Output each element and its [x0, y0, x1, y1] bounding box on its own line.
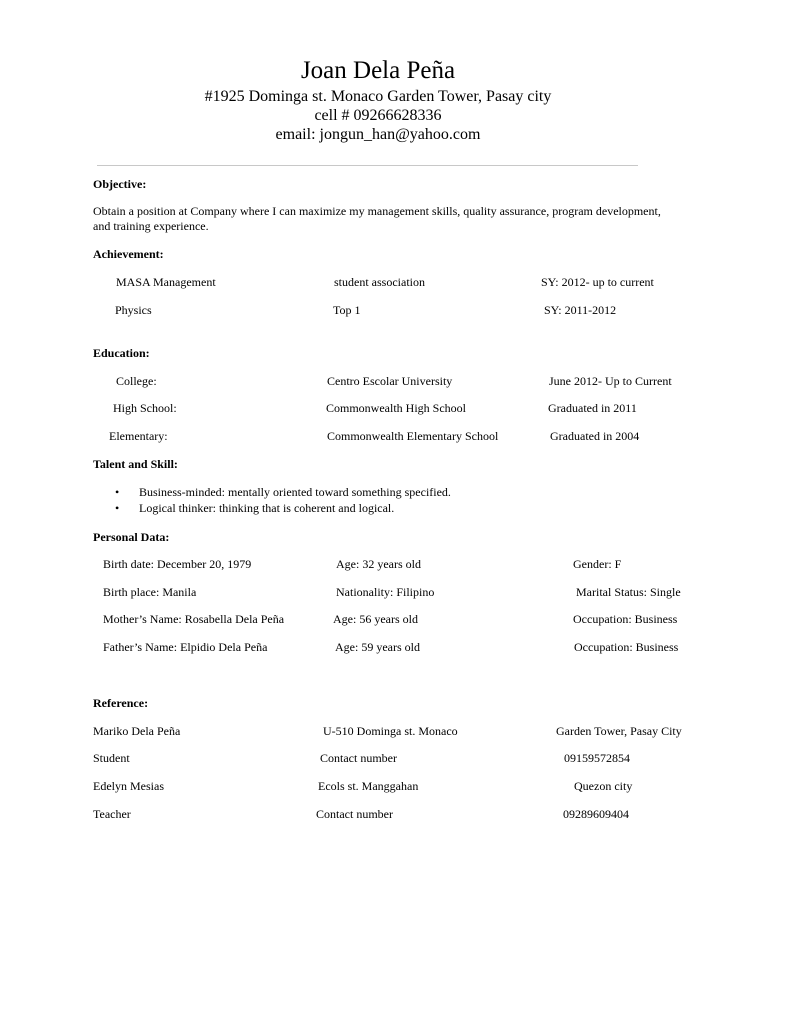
personal-field: Age: 32 years old: [336, 557, 421, 571]
education-school: Centro Escolar University: [327, 374, 453, 388]
education-level: High School:: [113, 401, 177, 415]
talent-text: Logical thinker: thinking that is coherent and logical.: [139, 501, 395, 515]
achievement-detail: student association: [334, 275, 425, 289]
reference-field: U-510 Dominga st. Monaco: [323, 724, 458, 738]
achievement-heading: Achievement:: [93, 247, 164, 261]
reference-field: Contact number: [320, 751, 397, 765]
reference-field: Student: [93, 751, 130, 765]
resume-address: #1925 Dominga st. Monaco Garden Tower, Pasay city: [204, 88, 552, 105]
personal-field: Gender: F: [573, 557, 622, 571]
objective-text: Obtain a position at Company where I can maximize my management skills, quality assurance, program development, and training experience.: [93, 204, 661, 233]
reference-field: Garden Tower, Pasay City: [556, 724, 682, 738]
education-date: Graduated in 2011: [548, 401, 637, 415]
reference-field: 09159572854: [564, 751, 630, 765]
talent-heading: Talent and Skill:: [93, 457, 178, 471]
education-heading: Education:: [93, 346, 150, 360]
personal-field: Father’s Name: Elpidio Dela Peña: [103, 640, 268, 654]
reference-field: Teacher: [93, 807, 131, 821]
objective-heading: Objective:: [93, 177, 147, 191]
education-school: Commonwealth Elementary School: [327, 429, 499, 443]
personal-field: Birth date: December 20, 1979: [103, 557, 252, 571]
resume-name: Joan Dela Peña: [300, 57, 456, 84]
reference-field: Edelyn Mesias: [93, 779, 164, 793]
education-date: June 2012- Up to Current: [549, 374, 672, 388]
talent-text: Business-minded: mentally oriented toward something specified.: [139, 485, 451, 499]
header-divider: [97, 165, 638, 166]
achievement-title: Physics: [115, 303, 152, 317]
reference-field: Quezon city: [574, 779, 633, 793]
education-date: Graduated in 2004: [550, 429, 640, 443]
personal-field: Occupation: Business: [574, 640, 679, 654]
bullet-icon: •: [115, 485, 120, 499]
personal-field: Marital Status: Single: [576, 585, 681, 599]
personal-field: Mother’s Name: Rosabella Dela Peña: [103, 612, 285, 626]
bullet-icon: •: [115, 501, 120, 515]
education-level: Elementary:: [109, 429, 168, 443]
personal-field: Occupation: Business: [573, 612, 678, 626]
reference-field: 09289609404: [563, 807, 629, 821]
talent-list-item: [115, 501, 394, 516]
education-level: College:: [116, 374, 157, 388]
talent-list-item: [115, 485, 451, 500]
personal-heading: Personal Data:: [93, 530, 170, 544]
education-school: Commonwealth High School: [326, 401, 466, 415]
reference-field: Mariko Dela Peña: [93, 724, 181, 738]
personal-field: Birth place: Manila: [103, 585, 197, 599]
resume-email: email: jongun_han@yahoo.com: [275, 126, 481, 143]
personal-field: Age: 59 years old: [335, 640, 420, 654]
personal-field: Age: 56 years old: [333, 612, 418, 626]
achievement-detail: Top 1: [333, 303, 361, 317]
reference-field: Ecols st. Manggahan: [318, 779, 419, 793]
achievement-period: SY: 2011-2012: [544, 303, 617, 317]
reference-field: Contact number: [316, 807, 393, 821]
resume-cell: cell # 09266628336: [314, 107, 442, 124]
achievement-title: MASA Management: [116, 275, 216, 289]
personal-field: Nationality: Filipino: [336, 585, 435, 599]
achievement-period: SY: 2012- up to current: [541, 275, 654, 289]
reference-heading: Reference:: [93, 696, 149, 710]
